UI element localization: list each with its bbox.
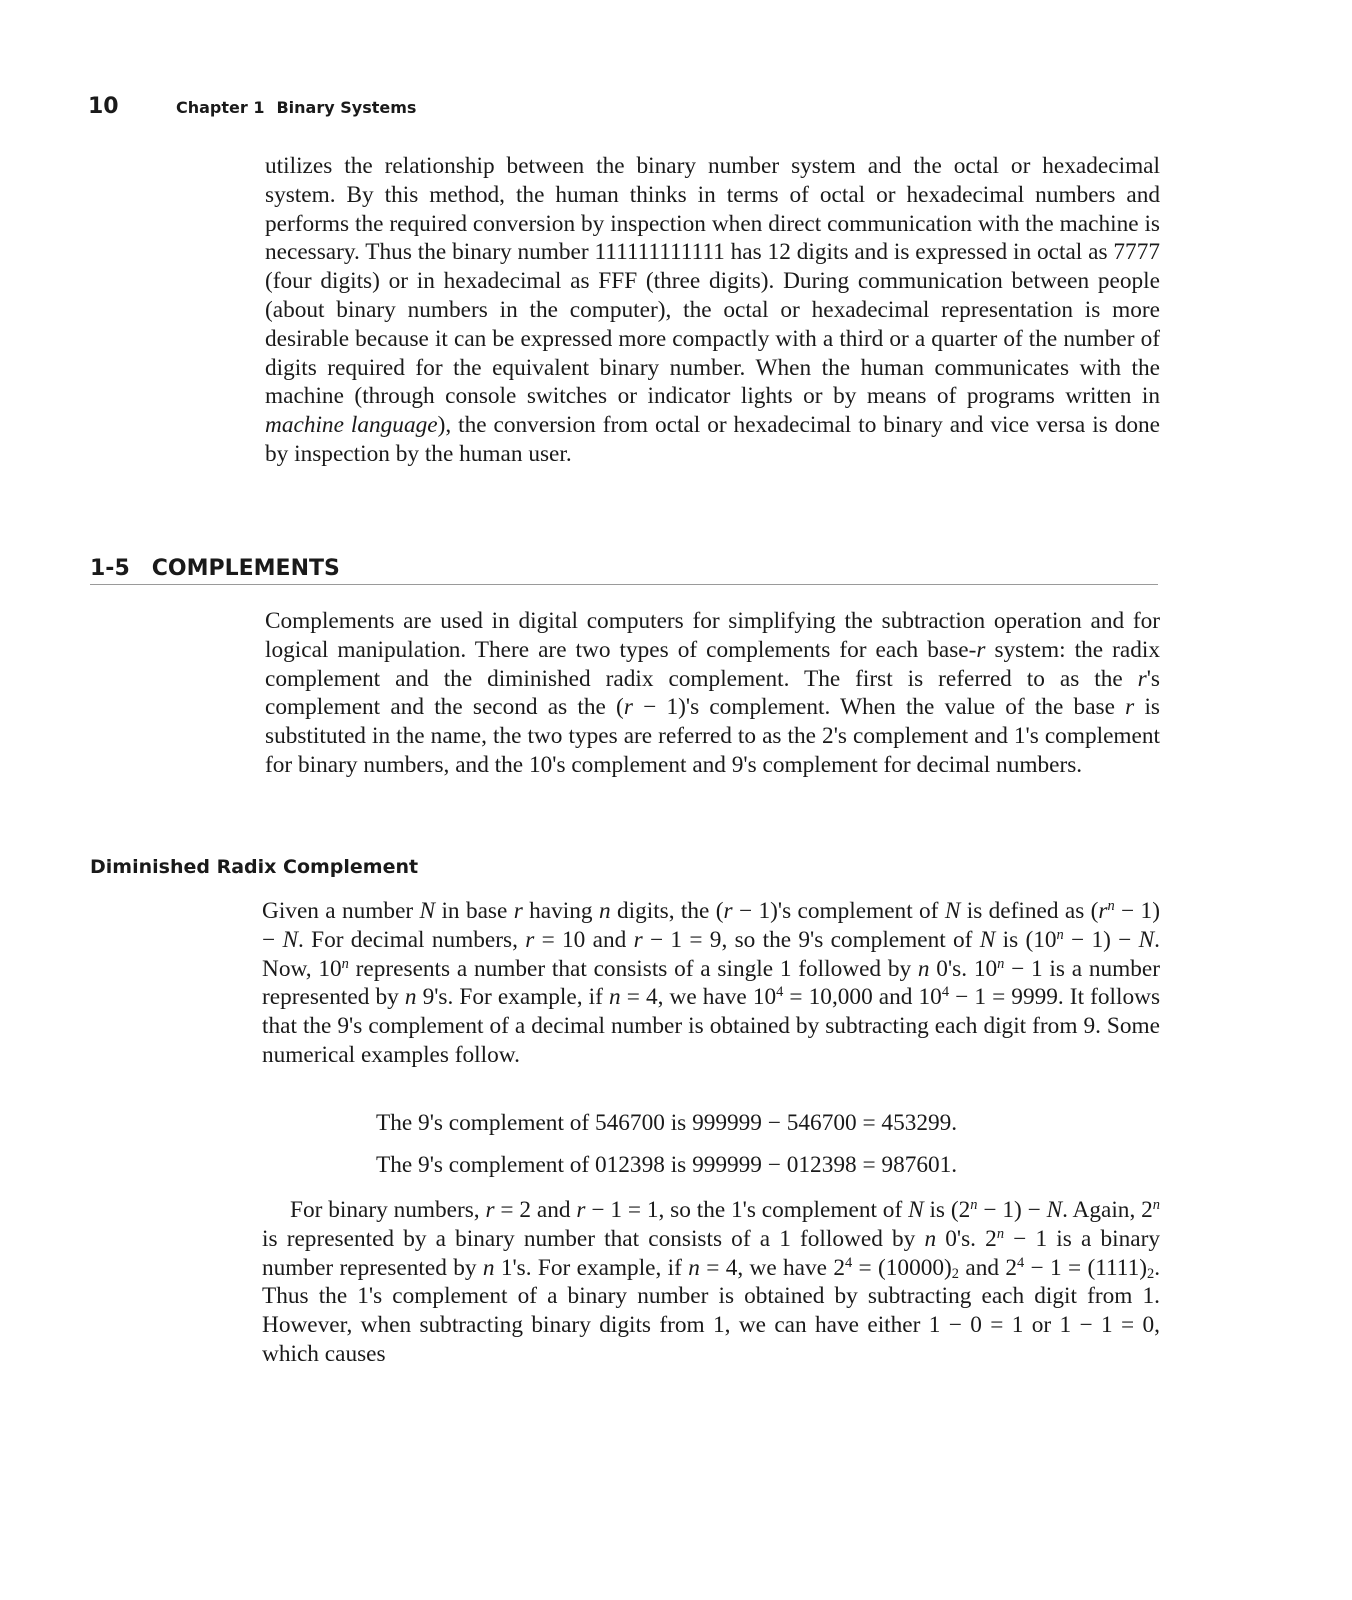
emphasis-term: machine language [265,412,438,439]
complements-paragraph: Complements are used in digital computers for simplifying the subtraction operation and for logical manipulation. There are two types of complements for each base-r system: the radix complement and the diminished radix complement. The first is referred to as the r's complement and the second as the (r − 1)'s complement. When the value of the base r is substituted in the name, the two types are referred to as the 2's complement and 1's complement for binary numbers, and the 10's complement and 9's complement for decimal numbers. [265,608,1160,778]
section-heading [90,556,1158,585]
subsection-heading: Diminished Radix Complement [90,856,419,878]
chapter-label [176,98,416,117]
page-number: 10 [88,94,119,119]
binary-complement-paragraph: For binary numbers, r = 2 and r − 1 = 1, so the 1's complement of N is $(2^n - 1) - N$. Again, 2$^n$ is represented by a binary number that consists of a 1 followed by n 0's. $2^n - 1$ is a binary number represented by n 1's. For example, if n = 4, we have $2^4 = (10000)_2$ and $2^4 - 1 = (1111)_2$. Thus the 1's complement of a binary number is obtained by subtracting each digit from 1. However, when subtracting binary digits from 1, we can have either 1 − 0 = 1 or 1 − 1 = 0, which causes [262,1197,1161,1367]
example-line: The 9's complement of 546700 is 999999 − 546700 = 453299. [376,1110,958,1136]
example-line: The 9's complement of 012398 is 999999 − 012398 = 987601. [376,1152,958,1178]
intro-paragraph: utilizes the relationship between the binary number system and the octal or hexadecimal system. By this method, the human thinks in terms of octal or hexadecimal numbers and performs the required conversion by inspection when direct communication with the machine is necessary. Thus the binary number 111111111111 has 12 digits and is expressed in octal as 7777 (four digits) or in hexadecimal as FFF (three digits). During communication between people (about binary numbers in the computer), the octal or hexadecimal representation is more desirable because it can be expressed more compactly with a third or a quarter of the number of digits required for the equivalent binary number. When the human communicates with the machine (through console switches or indicator lights or by means of programs written in machine language), the conversion from octal or hexadecimal to binary and vice versa is done by inspection by the human user. [265,153,1161,467]
chapter-number: Chapter 1 [176,98,265,117]
section-number: 1-5 [90,556,130,581]
diminished-radix-paragraph: Given a number N in base r having n digits, the (r − 1)'s complement of N is defined as $(r^n - 1) - N$. For decimal numbers, r = 10 and r − 1 = 9, so the 9's complement of N is $(10^n - 1) - N$. Now, 10$^n$ represents a number that consists of a single 1 followed by n 0's. $10^n - 1$ is a number represented by n 9's. For example, if n = 4, we have $10^4 = 10,000$ and $10^4 - 1 = 9999$. It follows that the 9's complement of a decimal number is obtained by subtracting each digit from 9. Some numerical examples follow. [262,898,1161,1068]
section-title: COMPLEMENTS [151,556,340,581]
chapter-title: Binary Systems [276,98,417,117]
